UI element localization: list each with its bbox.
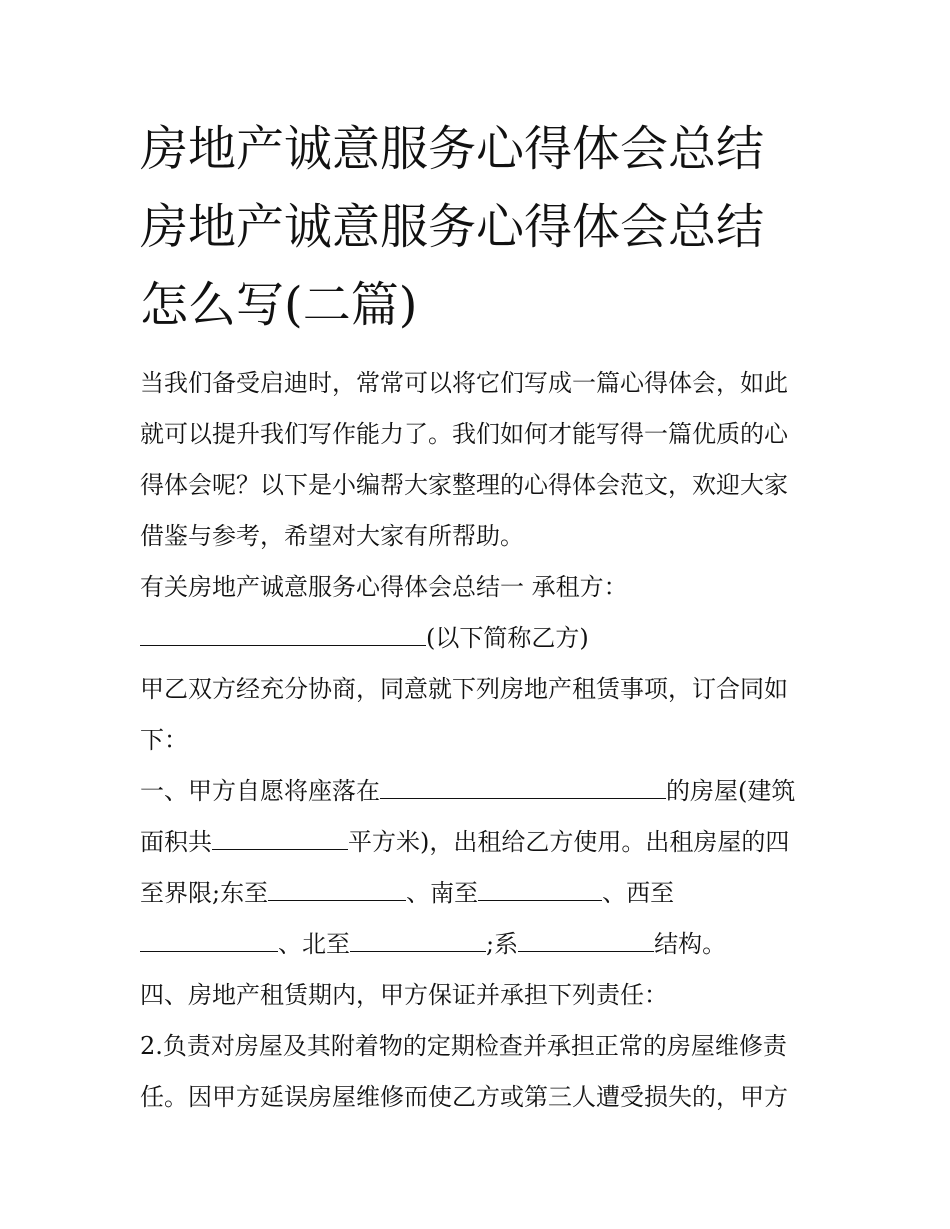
location-blank xyxy=(380,778,666,799)
south-blank xyxy=(478,880,602,901)
clause-1-text-i: ;系 xyxy=(486,930,519,958)
intro-line-2: 就可以提升我们写作能力了。我们如何才能写得一篇优质的心 xyxy=(140,420,788,448)
east-blank xyxy=(268,880,406,901)
intro-line-3: 得体会呢？以下是小编帮大家整理的心得体会范文，欢迎大家 xyxy=(140,471,788,499)
clause-4-item-2-line-2: 任。因甲方延误房屋维修而使乙方或第三人遭受损失的，甲方 xyxy=(140,1083,788,1111)
title-line-2: 房地产诚意服务心得体会总结 xyxy=(140,199,765,255)
area-blank xyxy=(212,829,348,850)
agreement-paragraph xyxy=(140,664,812,766)
tenant-suffix: (以下简称乙方) xyxy=(426,624,589,652)
clause-1-text-a: 一、甲方自愿将座落在 xyxy=(140,777,380,805)
intro-line-4: 借鉴与参考，希望对大家有所帮助。 xyxy=(140,522,524,550)
clause-1-line-4 xyxy=(140,930,726,958)
clause-1-text-j: 结构。 xyxy=(654,930,727,958)
clause-1-paragraph xyxy=(140,766,812,970)
clause-4-item-2 xyxy=(140,1021,812,1123)
tenant-line xyxy=(140,613,812,664)
document-page xyxy=(140,110,812,1123)
section-heading-text: 有关房地产诚意服务心得体会总结一 承租方： xyxy=(140,573,628,601)
clause-4-heading xyxy=(140,970,812,1021)
structure-blank xyxy=(518,931,654,952)
section-heading xyxy=(140,562,812,613)
clause-1-line-2 xyxy=(140,828,789,856)
title-line-3: 怎么写(二篇) xyxy=(140,277,418,333)
clause-1-line-3 xyxy=(140,879,674,907)
agreement-line-2: 下： xyxy=(140,726,188,754)
clause-4-item-2-line-1: 2.负责对房屋及其附着物的定期检查并承担正常的房屋维修责 xyxy=(140,1032,787,1060)
clause-4-heading-text: 四、房地产租赁期内，甲方保证并承担下列责任： xyxy=(140,981,668,1009)
intro-line-1: 当我们备受启迪时，常常可以将它们写成一篇心得体会，如此 xyxy=(140,369,788,397)
clause-1-text-f: 、南至 xyxy=(406,879,479,907)
clause-1-text-b: 的房屋(建筑 xyxy=(666,777,796,805)
clause-1-text-g: 、西至 xyxy=(602,879,675,907)
clause-1-text-d: 平方米)，出租给乙方使用。出租房屋的四 xyxy=(348,828,790,856)
clause-1-text-e: 至界限;东至 xyxy=(140,879,269,907)
intro-paragraph xyxy=(140,358,812,562)
clause-1-text-c: 面积共 xyxy=(140,828,212,856)
title-line-1: 房地产诚意服务心得体会总结 xyxy=(140,121,765,177)
west-blank xyxy=(140,931,278,952)
agreement-line-1: 甲乙双方经充分协商，同意就下列房地产租赁事项，订合同如 xyxy=(140,675,788,703)
clause-1-text-h: 、北至 xyxy=(278,930,350,958)
tenant-name-blank xyxy=(140,625,426,646)
north-blank xyxy=(350,931,486,952)
document-title xyxy=(140,110,812,344)
clause-1-line-1 xyxy=(140,777,795,805)
